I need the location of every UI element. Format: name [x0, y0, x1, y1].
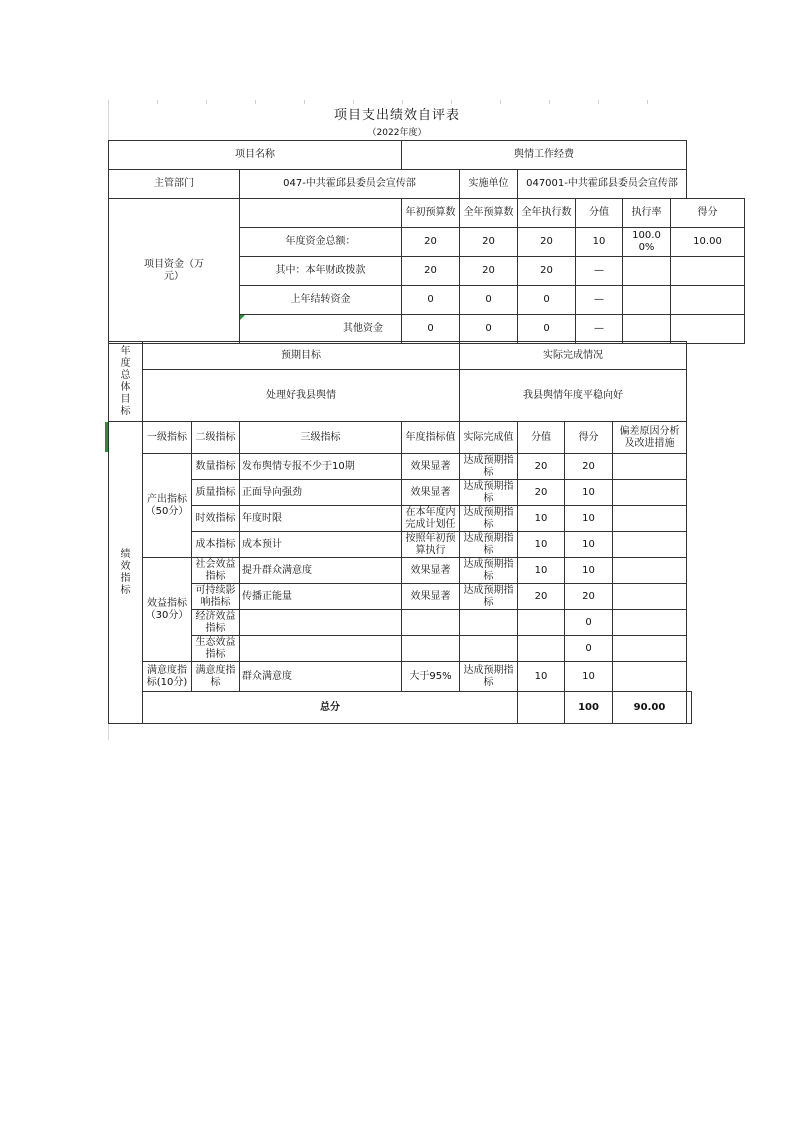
ind-actual: 达成预期指标 [460, 454, 518, 480]
ind-actual: 达成预期指标 [460, 506, 518, 532]
funds-cell: 20 [460, 228, 518, 257]
output-group: 产出指标（50分） [143, 454, 192, 558]
funds-cell [623, 315, 671, 344]
ind-target: 大于95% [402, 662, 460, 692]
ind-got: 20 [565, 584, 613, 610]
unit-value: 047001-中共霍邱县委员会宣传部 [518, 170, 687, 199]
funds-row-name: 年度资金总额： [240, 228, 402, 257]
funds-label-cell [109, 199, 240, 344]
ind-note [613, 480, 687, 506]
satisfaction-group: 满意度指标(10分) [143, 662, 192, 692]
funds-header: 全年预算数 [460, 199, 518, 228]
ind-header: 分值 [518, 422, 565, 454]
ind-l3 [240, 636, 402, 662]
ind-l3: 正面导向强劲 [240, 480, 402, 506]
ind-target [402, 610, 460, 636]
funds-row-name: 上年结转资金 [240, 286, 402, 315]
ind-score [518, 636, 565, 662]
total-label: 总分 [143, 692, 518, 724]
ind-got: 10 [565, 662, 613, 692]
funds-cell [671, 286, 745, 315]
ind-l2: 可持续影响指标 [192, 584, 240, 610]
ind-note [613, 584, 687, 610]
funds-cell: — [576, 315, 623, 344]
funds-cell: 10.00 [671, 228, 745, 257]
goals-label-text: 年度总体目标 [120, 345, 131, 417]
expected-label: 预期目标 [143, 342, 460, 370]
ind-l3: 成本预计 [240, 532, 402, 558]
funds-cell: 20 [518, 257, 576, 286]
ind-score: 20 [518, 454, 565, 480]
unit-label: 实施单位 [460, 170, 518, 199]
ind-got: 10 [565, 506, 613, 532]
funds-cell: 100.00% [623, 228, 671, 257]
funds-cell [623, 257, 671, 286]
ind-got: 20 [565, 454, 613, 480]
ind-score: 10 [518, 506, 565, 532]
funds-cell: 0 [402, 315, 460, 344]
funds-cell: 10 [576, 228, 623, 257]
funds-header: 全年执行数 [518, 199, 576, 228]
ind-actual [460, 610, 518, 636]
evaluation-table [108, 140, 687, 199]
ind-actual: 达成预期指标 [460, 584, 518, 610]
funds-cell: — [576, 257, 623, 286]
ind-target: 效果显著 [402, 480, 460, 506]
indicators-label-text: 绩效指标 [120, 548, 131, 596]
sheet-gridlines [108, 100, 686, 104]
ind-l2: 数量指标 [192, 454, 240, 480]
expected-goal: 处理好我县舆情 [143, 370, 460, 422]
form-title: 项目支出绩效自评表 [333, 108, 460, 123]
total-blank [518, 692, 565, 724]
ind-header: 偏差原因分析及改进措施 [613, 422, 687, 454]
ind-note [613, 610, 687, 636]
funds-header: 分值 [576, 199, 623, 228]
ind-target: 效果显著 [402, 584, 460, 610]
ind-score [518, 610, 565, 636]
goals-label [109, 342, 143, 422]
ind-l3: 年度时限 [240, 506, 402, 532]
ind-actual: 达成预期指标 [460, 480, 518, 506]
actual-label: 实际完成情况 [460, 342, 687, 370]
actual-goal: 我县舆情年度平稳向好 [460, 370, 687, 422]
ind-got: 10 [565, 532, 613, 558]
ind-got: 10 [565, 558, 613, 584]
funds-row-name: 其他资金 [240, 315, 402, 344]
ind-got: 0 [565, 610, 613, 636]
funds-cell [671, 315, 745, 344]
project-name-label: 项目名称 [109, 141, 402, 170]
ind-actual [460, 636, 518, 662]
ind-score: 10 [518, 532, 565, 558]
funds-cell [671, 257, 745, 286]
ind-actual: 达成预期指标 [460, 662, 518, 692]
goals-indicators-table [108, 341, 692, 724]
ind-l2: 成本指标 [192, 532, 240, 558]
ind-l3 [240, 610, 402, 636]
ind-got: 10 [565, 480, 613, 506]
funds-cell: 20 [460, 257, 518, 286]
ind-target: 效果显著 [402, 558, 460, 584]
ind-target [402, 636, 460, 662]
ind-actual: 达成预期指标 [460, 558, 518, 584]
ind-l3: 传播正能量 [240, 584, 402, 610]
ind-note [613, 454, 687, 480]
ind-l2: 质量指标 [192, 480, 240, 506]
ind-got: 0 [565, 636, 613, 662]
funds-cell: 0 [460, 315, 518, 344]
funds-label-text: 项目资金（万元） [144, 259, 204, 282]
total-score: 100 [565, 692, 613, 724]
ind-score: 20 [518, 480, 565, 506]
funds-cell: 20 [518, 228, 576, 257]
project-name: 舆情工作经费 [402, 141, 687, 170]
ind-header: 年度指标值 [402, 422, 460, 454]
ind-target: 效果显著 [402, 454, 460, 480]
ind-note [613, 532, 687, 558]
funds-row-name: 其中：本年财政拨款 [240, 257, 402, 286]
funds-cell: 0 [518, 286, 576, 315]
funds-cell: — [576, 286, 623, 315]
ind-l3: 群众满意度 [240, 662, 402, 692]
ind-target: 在本年度内完成计划任 [402, 506, 460, 532]
ind-header: 得分 [565, 422, 613, 454]
funds-header-blank [240, 199, 402, 228]
funds-cell: 0 [460, 286, 518, 315]
funds-cell [623, 286, 671, 315]
ind-score: 10 [518, 558, 565, 584]
ind-l2: 经济效益指标 [192, 610, 240, 636]
ind-note [613, 558, 687, 584]
dept-value: 047-中共霍邱县委员会宣传部 [240, 170, 460, 199]
form-year: （2022年度） [367, 128, 427, 138]
dept-label: 主管部门 [109, 170, 240, 199]
evaluation-table-main [108, 198, 745, 344]
indicators-label [109, 422, 143, 724]
funds-cell: 20 [402, 228, 460, 257]
ind-score: 10 [518, 662, 565, 692]
ind-note [613, 662, 687, 692]
ind-l2: 社会效益指标 [192, 558, 240, 584]
funds-header: 年初预算数 [402, 199, 460, 228]
ind-l2: 时效指标 [192, 506, 240, 532]
ind-header: 二级指标 [192, 422, 240, 454]
ind-score: 20 [518, 584, 565, 610]
ind-target: 按照年初预算执行 [402, 532, 460, 558]
benefit-group: 效益指标（30分） [143, 558, 192, 662]
ind-l3: 发布舆情专报不少于10期 [240, 454, 402, 480]
funds-cell: 20 [402, 257, 460, 286]
total-note [687, 692, 692, 724]
total-got: 90.00 [613, 692, 687, 724]
funds-header: 得分 [671, 199, 745, 228]
funds-header: 执行率 [623, 199, 671, 228]
ind-l2: 满意度指标 [192, 662, 240, 692]
ind-l3: 提升群众满意度 [240, 558, 402, 584]
ind-header: 一级指标 [143, 422, 192, 454]
ind-actual: 达成预期指标 [460, 532, 518, 558]
ind-header: 三级指标 [240, 422, 402, 454]
funds-cell: 0 [402, 286, 460, 315]
ind-header: 实际完成值 [460, 422, 518, 454]
ind-note [613, 636, 687, 662]
funds-cell: 0 [518, 315, 576, 344]
ind-note [613, 506, 687, 532]
ind-l2: 生态效益指标 [192, 636, 240, 662]
